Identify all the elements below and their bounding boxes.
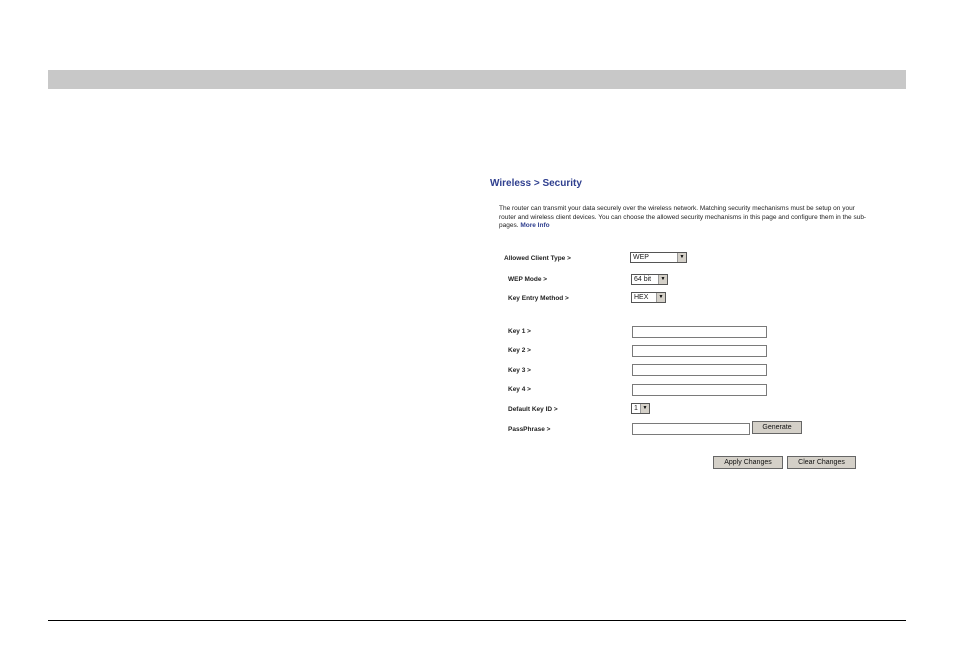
key2-label: Key 2 >	[508, 347, 531, 354]
key-entry-method-value: HEX	[634, 294, 649, 301]
footer-divider	[48, 620, 906, 621]
page-title: Wireless > Security	[490, 178, 582, 189]
default-key-id-value: 1	[634, 405, 638, 412]
default-key-id-select[interactable]	[631, 403, 650, 414]
passphrase-label: PassPhrase >	[508, 426, 551, 433]
passphrase-input[interactable]	[632, 423, 750, 435]
allowed-client-type-label: Allowed Client Type >	[504, 255, 571, 262]
key1-input[interactable]	[632, 326, 767, 338]
apply-changes-button[interactable]: Apply Changes	[713, 456, 783, 469]
description-text: The router can transmit your data securely over the wireless network. Matching security mechanisms must be setup on your router and wireless client devices. You can choose the allowed security mechanisms in this page and configure them in the sub-pages.	[499, 205, 867, 229]
wep-mode-value: 64 bit	[634, 276, 652, 283]
key4-label: Key 4 >	[508, 386, 531, 393]
more-info-link[interactable]: More Info	[520, 222, 550, 229]
description	[499, 205, 871, 231]
chevron-down-icon: ▼	[640, 404, 649, 413]
key-entry-method-label: Key Entry Method >	[508, 295, 569, 302]
header-bar	[48, 70, 906, 89]
wep-mode-label: WEP Mode >	[508, 276, 548, 283]
chevron-down-icon: ▼	[677, 253, 686, 262]
key-entry-method-select[interactable]	[631, 292, 666, 303]
key2-input[interactable]	[632, 345, 767, 357]
allowed-client-type-value: WEP	[633, 254, 649, 261]
chevron-down-icon: ▼	[658, 275, 667, 284]
allowed-client-type-select[interactable]	[630, 252, 687, 263]
key3-input[interactable]	[632, 364, 767, 376]
chevron-down-icon: ▼	[656, 293, 665, 302]
generate-button[interactable]: Generate	[752, 421, 802, 434]
default-key-id-label: Default Key ID >	[508, 406, 558, 413]
wep-mode-select[interactable]	[631, 274, 668, 285]
clear-changes-button[interactable]: Clear Changes	[787, 456, 856, 469]
key3-label: Key 3 >	[508, 367, 531, 374]
key1-label: Key 1 >	[508, 328, 531, 335]
key4-input[interactable]	[632, 384, 767, 396]
